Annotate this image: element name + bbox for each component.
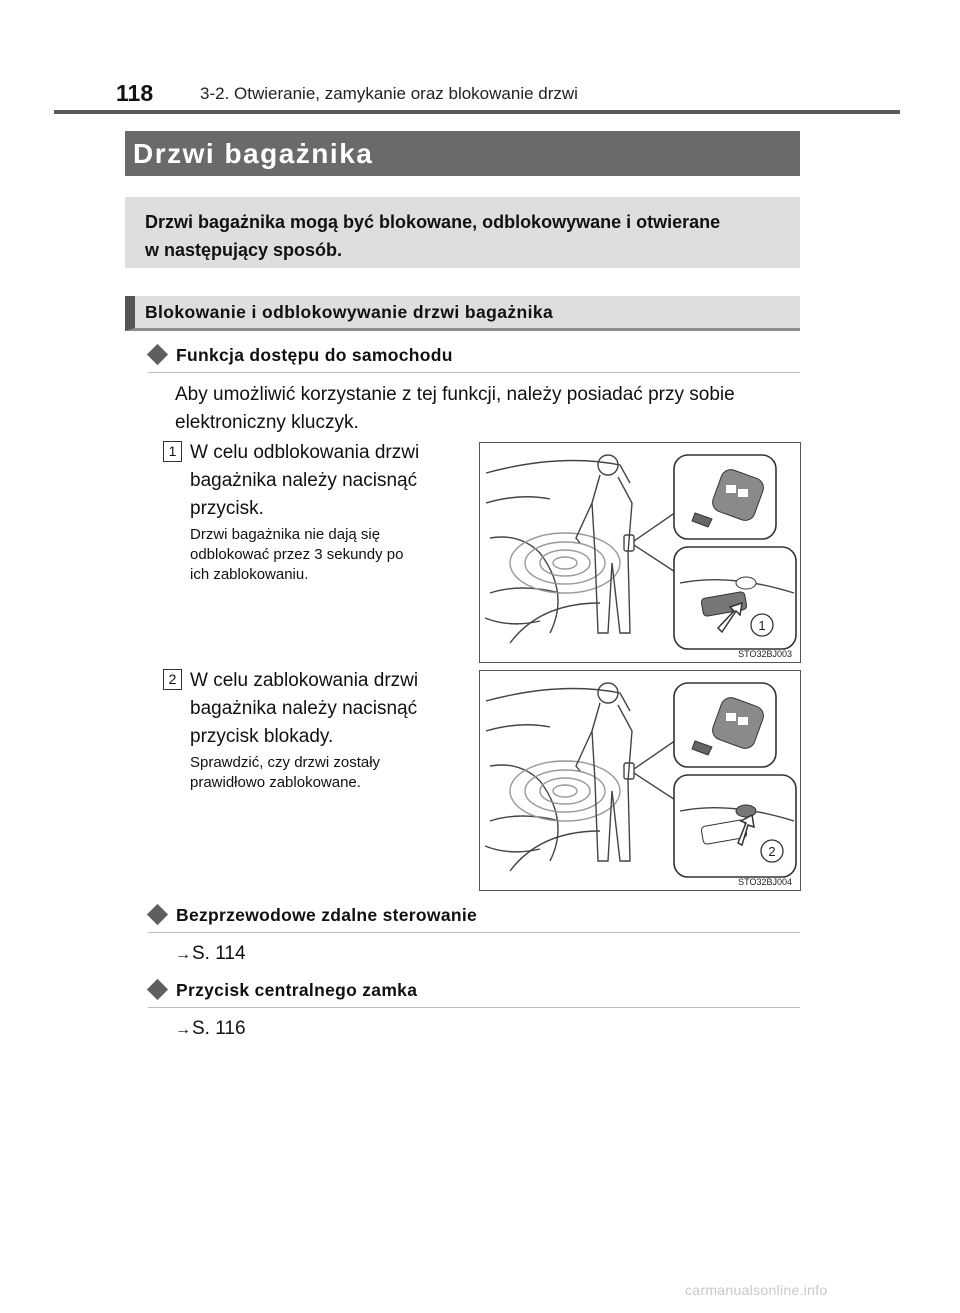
step-line: W celu odblokowania drzwi — [190, 442, 420, 463]
figure-callout: 1 — [758, 618, 766, 633]
page-reference[interactable] — [175, 943, 246, 965]
page-title: Drzwi bagażnika — [125, 131, 800, 176]
step-2-text — [190, 667, 462, 751]
intro-line-1: Drzwi bagażnika mogą być blokowane, odblokowywane i otwierane — [145, 212, 721, 232]
note-line: ich zablokowaniu. — [190, 566, 309, 583]
illustration-unlock-drawing — [480, 443, 800, 662]
text-line: elektroniczny kluczyk. — [175, 412, 359, 433]
note-line: prawidłowo zablokowane. — [190, 774, 361, 791]
note-line: Sprawdzić, czy drzwi zostały — [190, 754, 381, 771]
subheading-label: Bezprzewodowe zdalne sterowanie — [176, 905, 478, 925]
page-number: 118 — [116, 80, 154, 106]
section-heading: Blokowanie i odblokowywanie drzwi bagażnika — [125, 296, 800, 331]
subheading-wireless-remote — [148, 903, 800, 933]
subheading-keyless-access — [148, 343, 800, 373]
illustration-lock — [479, 670, 801, 891]
watermark: carmanualsonline.info — [685, 1282, 828, 1298]
step-number-badge: 2 — [163, 669, 182, 690]
step-line: przycisk. — [190, 498, 264, 519]
arrow-right-icon: → — [175, 1021, 191, 1038]
intro-line-2: w następujący sposób. — [145, 240, 343, 260]
keyless-access-text — [175, 381, 800, 437]
step-number-badge: 1 — [163, 441, 182, 462]
subheading-central-lock — [148, 978, 800, 1008]
diamond-bullet-icon — [147, 979, 168, 1000]
note-line: Drzwi bagażnika nie dają się — [190, 526, 381, 543]
header-rule — [54, 110, 900, 114]
running-head: 3-2. Otwieranie, zamykanie oraz blokowanie drzwi — [200, 84, 578, 103]
reference-label: S. 114 — [192, 943, 246, 964]
step-line: bagażnika należy nacisnąć — [190, 698, 418, 719]
step-1-note — [190, 525, 462, 585]
illustration-lock-drawing — [480, 671, 800, 890]
figure-callout: 2 — [768, 844, 776, 859]
subheading-label: Funkcja dostępu do samochodu — [176, 345, 453, 365]
intro-box — [125, 197, 800, 268]
illustration-unlock — [479, 442, 801, 663]
arrow-right-icon: → — [175, 946, 191, 963]
diamond-bullet-icon — [147, 904, 168, 925]
step-1-text — [190, 439, 462, 523]
step-line: bagażnika należy nacisnąć — [190, 470, 418, 491]
text-line: Aby umożliwić korzystanie z tej funkcji, należy posiadać przy sobie — [175, 384, 735, 405]
step-line: W celu zablokowania drzwi — [190, 670, 419, 691]
step-2-note — [190, 753, 462, 793]
page-reference[interactable] — [175, 1018, 246, 1040]
reference-label: S. 116 — [192, 1018, 246, 1039]
figure-code: STO32BJ003 — [738, 649, 792, 659]
diamond-bullet-icon — [147, 344, 168, 365]
step-line: przycisk blokady. — [190, 726, 334, 747]
figure-code: STO32BJ004 — [738, 877, 792, 887]
subheading-label: Przycisk centralnego zamka — [176, 980, 418, 1000]
note-line: odblokować przez 3 sekundy po — [190, 546, 404, 563]
